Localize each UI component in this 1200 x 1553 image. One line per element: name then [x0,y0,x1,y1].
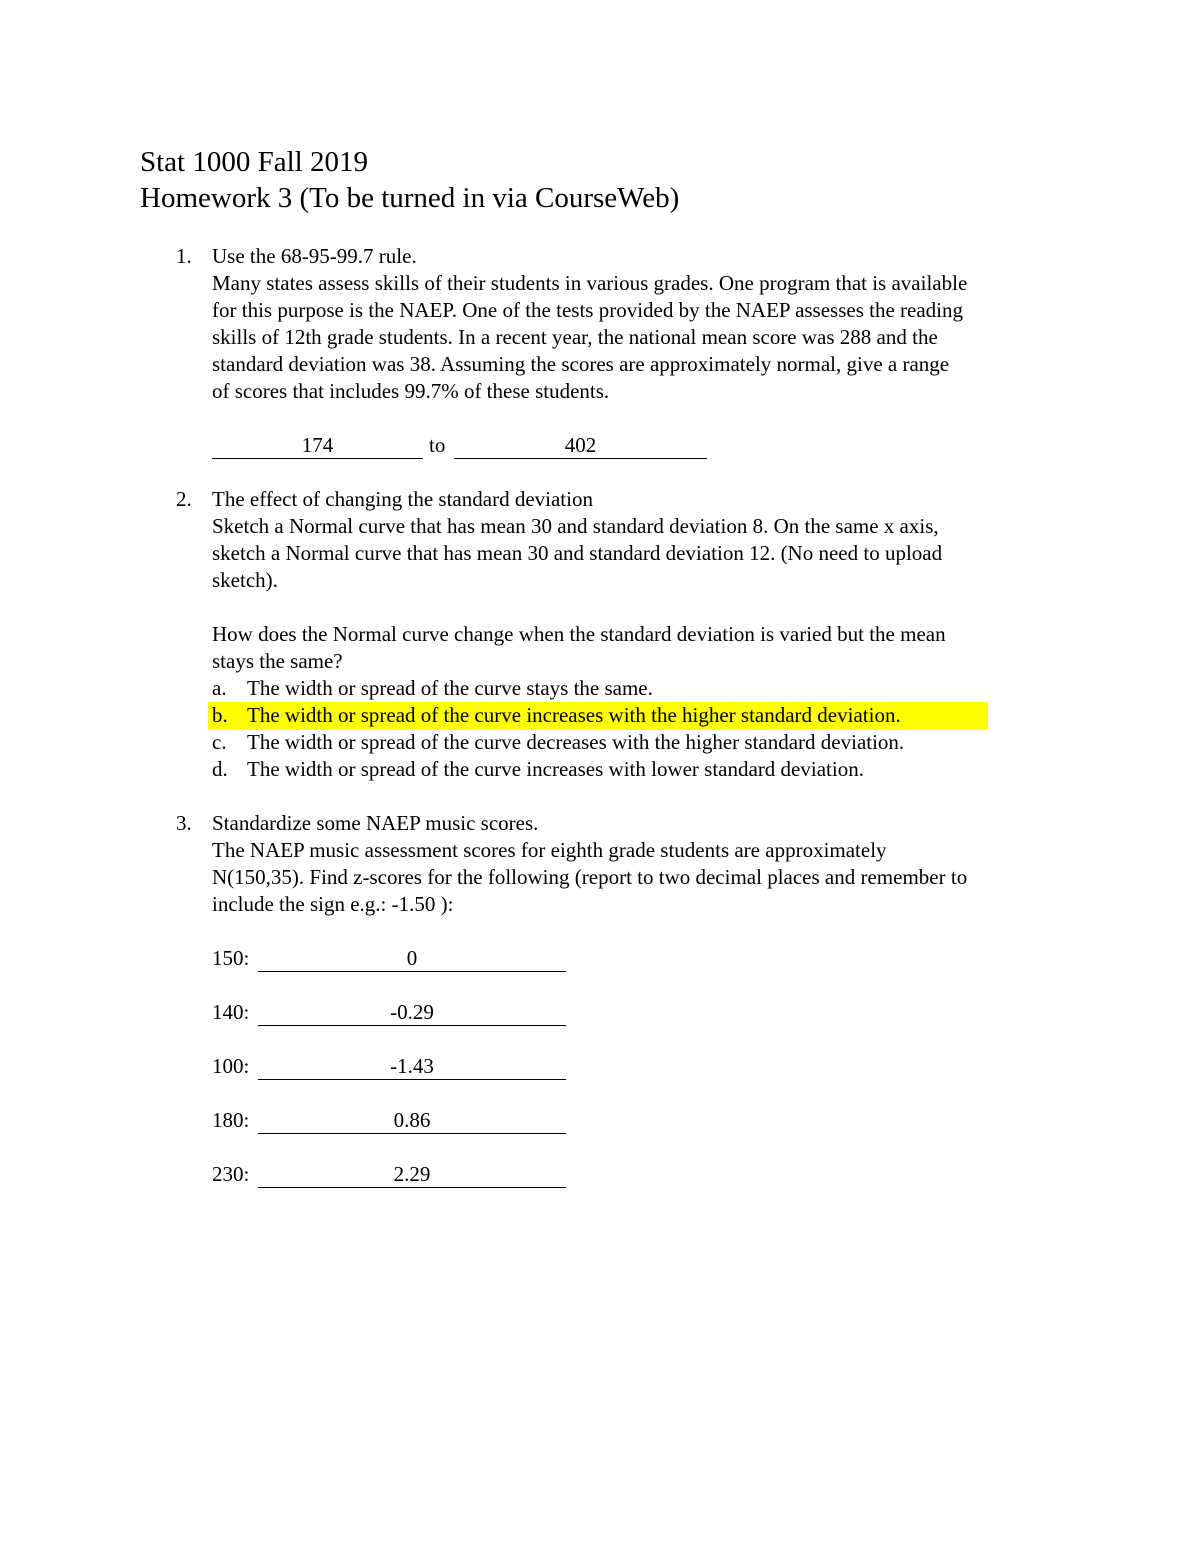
question-2-text-line: sketch). [212,568,278,592]
z-score-blank[interactable]: -0.29 [258,999,566,1026]
question-2-text-line: Sketch a Normal curve that has mean 30 and standard deviation 8. On the same x axis, [212,514,939,538]
question-1-text-line: for this purpose is the NAEP. One of the tests provided by the NAEP assesses the reading [212,298,964,322]
question-3-text-line: The NAEP music assessment scores for eighth grade students are approximately [212,838,887,862]
z-score-blank[interactable]: 0.86 [258,1107,566,1134]
question-1-text-line: skills of 12th grade students. In a recent year, the national mean score was 288 and the [212,325,938,349]
option-b-letter: b. [212,703,228,727]
question-1-text-line: Many states assess skills of their students in various grades. One program that is available [212,271,968,295]
z-score-blank[interactable]: 0 [258,945,566,972]
score-label: 230: [212,1162,250,1186]
assignment-title: Homework 3 (To be turned in via CourseWeb) [140,182,680,214]
question-3-text-line: N(150,35). Find z-scores for the following (report to two decimal places and remember to [212,865,968,889]
question-2-prompt-line: How does the Normal curve change when the standard deviation is varied but the mean [212,622,946,646]
question-1-text-line: standard deviation was 38. Assuming the scores are approximately normal, give a range [212,352,950,376]
answer-blank-low[interactable]: 174 [212,432,423,459]
range-connector: to [429,433,446,457]
score-label: 140: [212,1000,250,1024]
score-label: 150: [212,946,250,970]
z-score-blank[interactable]: 2.29 [258,1161,566,1188]
question-3-title: Standardize some NAEP music scores. [212,811,539,835]
option-d-letter: d. [212,757,228,781]
answer-blank-high[interactable]: 402 [454,432,707,459]
z-score-blank[interactable]: -1.43 [258,1053,566,1080]
score-label: 100: [212,1054,250,1078]
option-d-text[interactable]: The width or spread of the curve increases with lower standard deviation. [247,757,864,781]
question-3-number: 3. [176,811,192,835]
question-1-title: Use the 68-95-99.7 rule. [212,244,417,268]
option-c-letter: c. [212,730,227,754]
question-2-number: 2. [176,487,192,511]
question-3-text-line: include the sign e.g.: -1.50 ): [212,892,454,916]
option-a-letter: a. [212,676,227,700]
option-c-text[interactable]: The width or spread of the curve decreases with the higher standard deviation. [247,730,905,754]
option-b-text[interactable]: The width or spread of the curve increases with the higher standard deviation. [247,703,901,727]
course-title: Stat 1000 Fall 2019 [140,146,368,178]
question-2-prompt-line: stays the same? [212,649,343,673]
question-2-text-line: sketch a Normal curve that has mean 30 and standard deviation 12. (No need to upload [212,541,943,565]
question-1-number: 1. [176,244,192,268]
score-label: 180: [212,1108,250,1132]
question-1-text-line: of scores that includes 99.7% of these students. [212,379,610,403]
question-2-title: The effect of changing the standard deviation [212,487,593,511]
option-a-text[interactable]: The width or spread of the curve stays the same. [247,676,653,700]
